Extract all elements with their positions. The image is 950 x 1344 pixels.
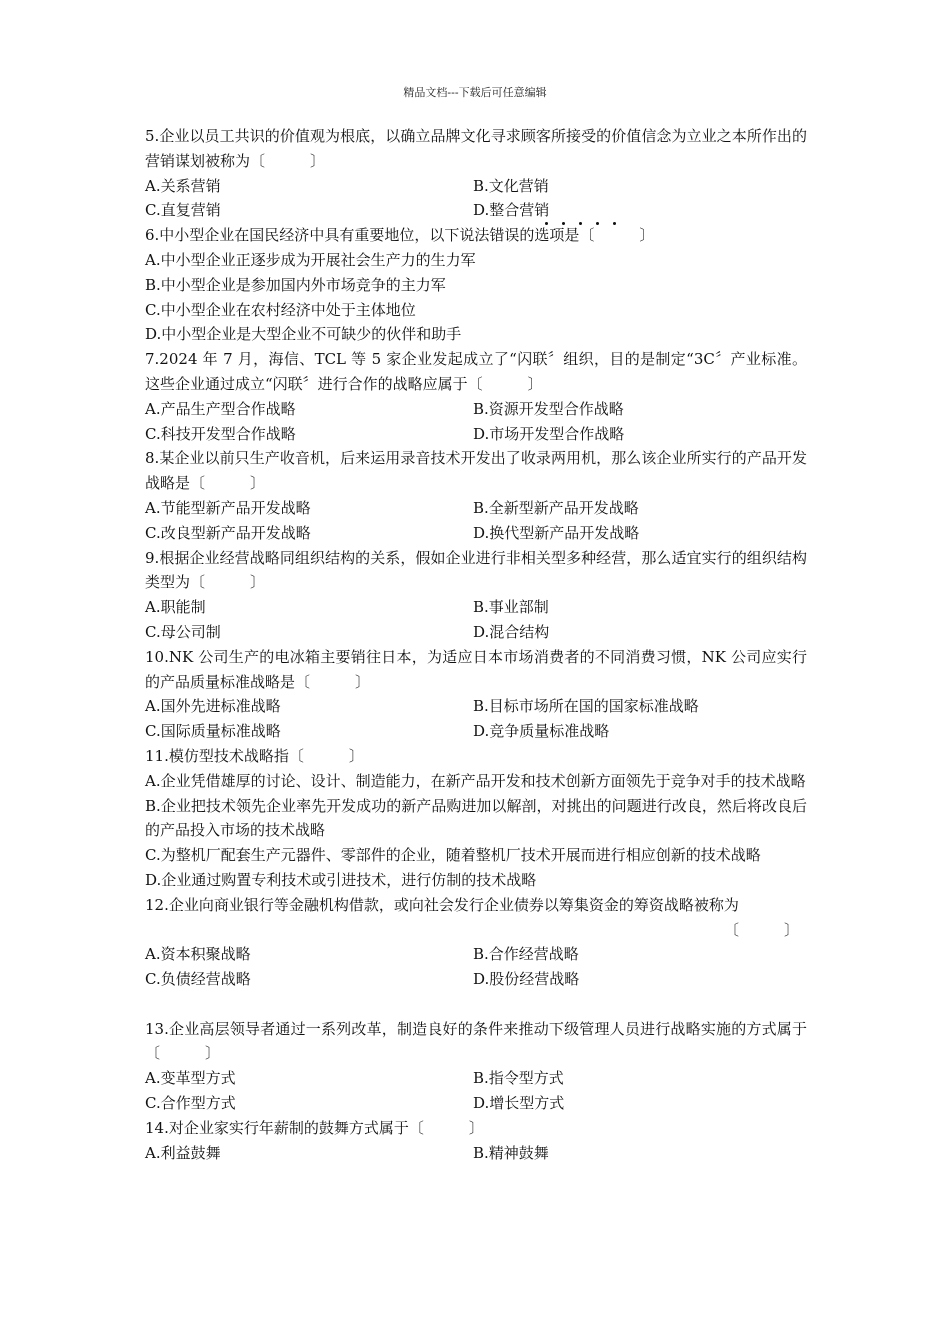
answer-parentheses: 〔 〕 <box>723 920 799 939</box>
question-7 <box>145 347 807 446</box>
question-6 <box>145 223 807 347</box>
option-d: D.整合营销 <box>473 201 550 220</box>
option-d: D.换代型新产品开发战略 <box>473 523 640 542</box>
question-10 <box>145 645 807 744</box>
option-d: D.增长型方式 <box>473 1094 565 1113</box>
question-9 <box>145 546 807 645</box>
question-5 <box>145 124 807 223</box>
question-stem: 13.企业高层领导者通过一系列改革，制造良好的条件来推动下级管理人员进行战略实施的方式属于〔 〕 <box>145 1019 807 1063</box>
option-b: B.中小型企业是参加国内外市场竞争的主力军 <box>145 275 446 294</box>
question-stem: 7.2024 年 7 月，海信、TCL 等 5 家企业发起成立了“闪联〞组织，目的是制定“3C〞产业标准。这些企业通过成立“闪联〞进行合作的战略应属于〔 〕 <box>145 350 807 393</box>
blank-gap <box>145 992 807 1017</box>
question-stem: 6.中小型企业在国民经济中具有重要地位，以下说法错误的选项是〔 〕 <box>145 226 655 245</box>
option-c: C.科技开发型合作战略 <box>145 424 296 443</box>
page-header: 精品文档---下载后可任意编辑 <box>403 86 547 99</box>
option-d: D.市场开发型合作战略 <box>473 424 625 443</box>
option-c: C.国际质量标准战略 <box>145 722 281 741</box>
option-d: D.企业通过购置专利技术或引进技术，进行仿制的技术战略 <box>145 870 537 889</box>
option-b: B.企业把技术领先企业率先开发成功的新产品购进加以解剖，对挑出的问题进行改良，然后将改良后的产品投入市场的技术战略 <box>145 796 807 840</box>
option-b: B.指令型方式 <box>473 1069 564 1088</box>
question-stem: 8.某企业以前只生产收音机，后来运用录音技术开发出了收录两用机，那么该企业所实行的产品开发战略是〔 〕 <box>145 449 807 493</box>
option-b: B.事业部制 <box>473 598 549 617</box>
option-b: B.全新型新产品开发战略 <box>473 498 639 517</box>
option-c: C.改良型新产品开发战略 <box>145 523 311 542</box>
option-b: B.合作经营战略 <box>473 945 579 964</box>
option-d: D.中小型企业是大型企业不可缺少的伙伴和助手 <box>145 325 462 344</box>
option-a: A.资本积聚战略 <box>145 945 251 964</box>
option-d: D.竞争质量标准战略 <box>473 722 610 741</box>
option-d: D.股份经营战略 <box>473 970 580 989</box>
option-c: C.中小型企业在农村经济中处于主体地位 <box>145 300 416 319</box>
question-stem: 10.NK 公司生产的电冰箱主要销往日本，为适应日本市场消费者的不同消费习惯，NK 公司应实行的产品质量标准战略是〔 〕 <box>145 647 807 691</box>
document-body <box>145 124 807 1165</box>
option-c: C.为整机厂配套生产元器件、零部件的企业，随着整机厂技术开展而进行相应创新的技术战略 <box>145 846 761 865</box>
option-a: A.国外先进标准战略 <box>145 697 281 716</box>
option-c: C.直复营销 <box>145 201 221 220</box>
question-stem: 12.企业向商业银行等金融机构借款，或向社会发行企业债券以筹集资金的筹资战略被称为 <box>145 895 739 914</box>
option-b: B.文化营销 <box>473 176 549 195</box>
option-c: C.合作型方式 <box>145 1094 236 1113</box>
option-b: B.目标市场所在国的国家标准战略 <box>473 697 699 716</box>
option-a: A.中小型企业正逐步成为开展社会生产力的生力军 <box>145 250 476 269</box>
question-12 <box>145 893 807 992</box>
question-11 <box>145 744 807 893</box>
option-a: A.变革型方式 <box>145 1069 236 1088</box>
question-stem: 9.根据企业经营战略同组织结构的关系，假如企业进行非相关型多种经营，那么适宜实行的组织结构类型为〔 〕 <box>145 548 807 592</box>
question-stem: 11.模仿型技术战略指〔 〕 <box>145 746 364 765</box>
option-a: A.利益鼓舞 <box>145 1143 221 1162</box>
option-d: D.混合结构 <box>473 622 550 641</box>
option-a: A.产品生产型合作战略 <box>145 399 296 418</box>
question-14 <box>145 1116 807 1166</box>
option-c: C.负债经营战略 <box>145 970 251 989</box>
option-b: B.精神鼓舞 <box>473 1143 549 1162</box>
option-b: B.资源开发型合作战略 <box>473 399 624 418</box>
question-13 <box>145 1017 807 1116</box>
option-a: A.节能型新产品开发战略 <box>145 498 311 517</box>
option-c: C.母公司制 <box>145 622 221 641</box>
question-stem: 5.企业以员工共识的价值观为根底，以确立品牌文化寻求顾客所接受的价值信念为立业之本所作出的营销谋划被称为〔 〕 <box>145 127 807 170</box>
option-a: A.职能制 <box>145 598 206 617</box>
option-a: A.企业凭借雄厚的讨论、设计、制造能力，在新产品开发和技术创新方面领先于竞争对手的技术战略 <box>145 771 806 790</box>
question-stem: 14.对企业家实行年薪制的鼓舞方式属于〔 〕 <box>145 1118 484 1137</box>
option-a: A.关系营销 <box>145 176 221 195</box>
question-8 <box>145 446 807 545</box>
